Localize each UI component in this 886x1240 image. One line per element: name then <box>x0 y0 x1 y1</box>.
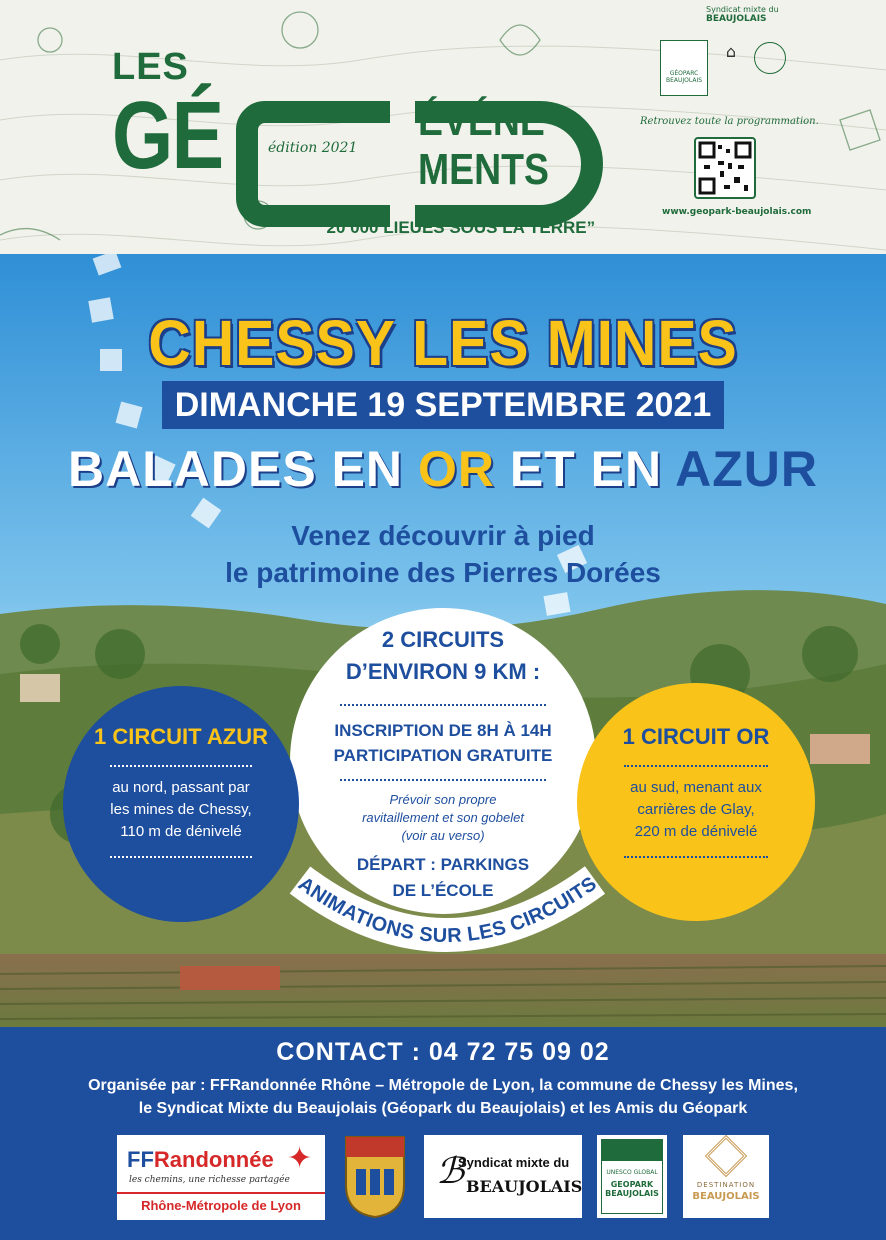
circuits-info <box>290 624 596 688</box>
smb-top-label: Syndicat mixte du <box>458 1155 570 1170</box>
coat-of-arms-shape <box>344 1135 406 1218</box>
balades-azur: AZUR <box>675 441 818 497</box>
invitation-line1: Venez découvrir à pied <box>291 520 595 551</box>
syndicat-top-name: BEAUJOLAIS <box>706 13 767 24</box>
destination-top: DESTINATION <box>696 1181 756 1189</box>
geoparc-logo: GÉOPARC BEAUJOLAIS <box>660 40 708 96</box>
circuits-line1: 2 CIRCUITS <box>381 627 505 652</box>
or-divider-bottom <box>624 856 768 858</box>
title-evenements-line1: ÉVÉNE <box>418 96 545 145</box>
center-divider-1 <box>340 704 546 706</box>
ffr-ff: FF <box>127 1147 154 1172</box>
syndicat-logo-top <box>706 6 779 25</box>
or-line1: au sud, menant aux <box>630 779 762 796</box>
title-geo: GÉ <box>112 82 223 189</box>
smb-name: BEAUJOLAIS <box>466 1177 583 1196</box>
balades-part2: ET EN <box>494 441 676 497</box>
azur-divider-top <box>110 765 252 767</box>
ffr-region: Rhône-Métropole de Lyon <box>117 1192 325 1220</box>
unesco-icon: ⌂ <box>725 42 737 61</box>
azur-line2: les mines de Chessy, <box>110 801 252 818</box>
circuit-or-description <box>577 777 815 843</box>
organisers-line1: Organisée par : FFRandonnée Rhône – Métropole de Lyon, la commune de Chessy les Mines, <box>88 1077 798 1094</box>
ffr-randonnee: Randonnée <box>153 1147 274 1172</box>
prevoir-line3: (voir au verso) <box>401 828 485 843</box>
title-les: LES <box>112 46 189 88</box>
edition-label: édition 2021 <box>268 140 358 156</box>
invitation-line2: le patrimoine des Pierres Dorées <box>225 557 661 588</box>
event-title: CHESSY LES MINES <box>148 307 738 379</box>
geopark-leaf-icon <box>601 1139 663 1161</box>
animations-label <box>294 873 601 947</box>
prevoir-line1: Prévoir son propre <box>389 792 497 807</box>
geopark-logo <box>597 1135 667 1218</box>
azur-line3: 110 m de dénivelé <box>120 823 242 840</box>
geopark-name: GEOPARK BEAUJOLAIS <box>605 1180 659 1198</box>
azur-divider-bottom <box>110 856 252 858</box>
qr-pattern <box>698 141 752 195</box>
supplies-note <box>290 791 596 845</box>
circuits-line2: D’ENVIRON 9 KM : <box>345 659 541 684</box>
circuit-azur-title: 1 CIRCUIT AZUR <box>94 724 268 749</box>
depart-line1: DÉPART : PARKINGS <box>356 855 530 874</box>
geopark-circle-icon <box>754 42 786 74</box>
prevoir-line2: ravitaillement et son gobelet <box>362 810 524 825</box>
hiker-icon: ✦ <box>287 1141 313 1176</box>
or-line3: 220 m de dénivelé <box>634 823 758 840</box>
title-evenements-line2: MENTS <box>418 145 549 194</box>
ffr-slogan: les chemins, une richesse partagée <box>129 1175 290 1185</box>
azur-line1: au nord, passant par <box>112 779 250 796</box>
destination-beaujolais-logo <box>683 1135 769 1218</box>
chessy-coat-of-arms-icon <box>344 1135 406 1218</box>
or-divider-top <box>624 765 768 767</box>
ffrandonnee-logo <box>117 1135 325 1218</box>
inscription-hours: INSCRIPTION DE 8H À 14H <box>334 721 552 740</box>
balades-part1: BALADES EN <box>68 441 418 497</box>
organisers-line2: le Syndicat Mixte du Beaujolais (Géopark du Beaujolais) et les Amis du Géopark <box>138 1100 748 1117</box>
animations-text: ANIMATIONS SUR LES CIRCUITS <box>294 872 601 948</box>
contact-phone: CONTACT : 04 72 75 09 02 <box>276 1038 610 1066</box>
or-line2: carrières de Glay, <box>637 801 755 818</box>
circuit-or-title: 1 CIRCUIT OR <box>622 724 770 749</box>
animations-arc <box>280 840 610 980</box>
circuit-azur-description <box>63 777 299 843</box>
balades-or: OR <box>417 441 495 497</box>
destination-name: BEAUJOLAIS <box>692 1191 760 1202</box>
header-banner <box>0 0 886 254</box>
event-date: DIMANCHE 19 SEPTEMBRE 2021 <box>174 386 712 424</box>
subtitle-balades <box>0 440 886 498</box>
syndicat-beaujolais-logo <box>424 1135 582 1218</box>
geopark-small: UNESCO GLOBAL <box>606 1169 658 1176</box>
registration-info <box>290 718 596 768</box>
tagline: “20 000 LIEUES SOUS LA TERRE” <box>318 218 596 237</box>
header-partner-logos <box>660 40 790 96</box>
website-link[interactable]: www.geopark-beaujolais.com <box>662 207 812 217</box>
center-divider-2 <box>340 779 546 781</box>
destination-emblem-icon <box>705 1135 747 1177</box>
syndicat-top-label: Syndicat mixte du <box>706 5 779 14</box>
participation-free: PARTICIPATION GRATUITE <box>333 746 553 765</box>
smb-b-glyph: ℬ <box>436 1151 465 1192</box>
organisers <box>0 1074 886 1120</box>
programme-note: Retrouvez toute la programmation. <box>640 116 819 127</box>
depart-line2: DE L’ÉCOLE <box>392 881 494 900</box>
ffr-wordmark <box>127 1147 274 1173</box>
qr-code-icon[interactable] <box>694 137 756 199</box>
invitation-text <box>0 517 886 591</box>
